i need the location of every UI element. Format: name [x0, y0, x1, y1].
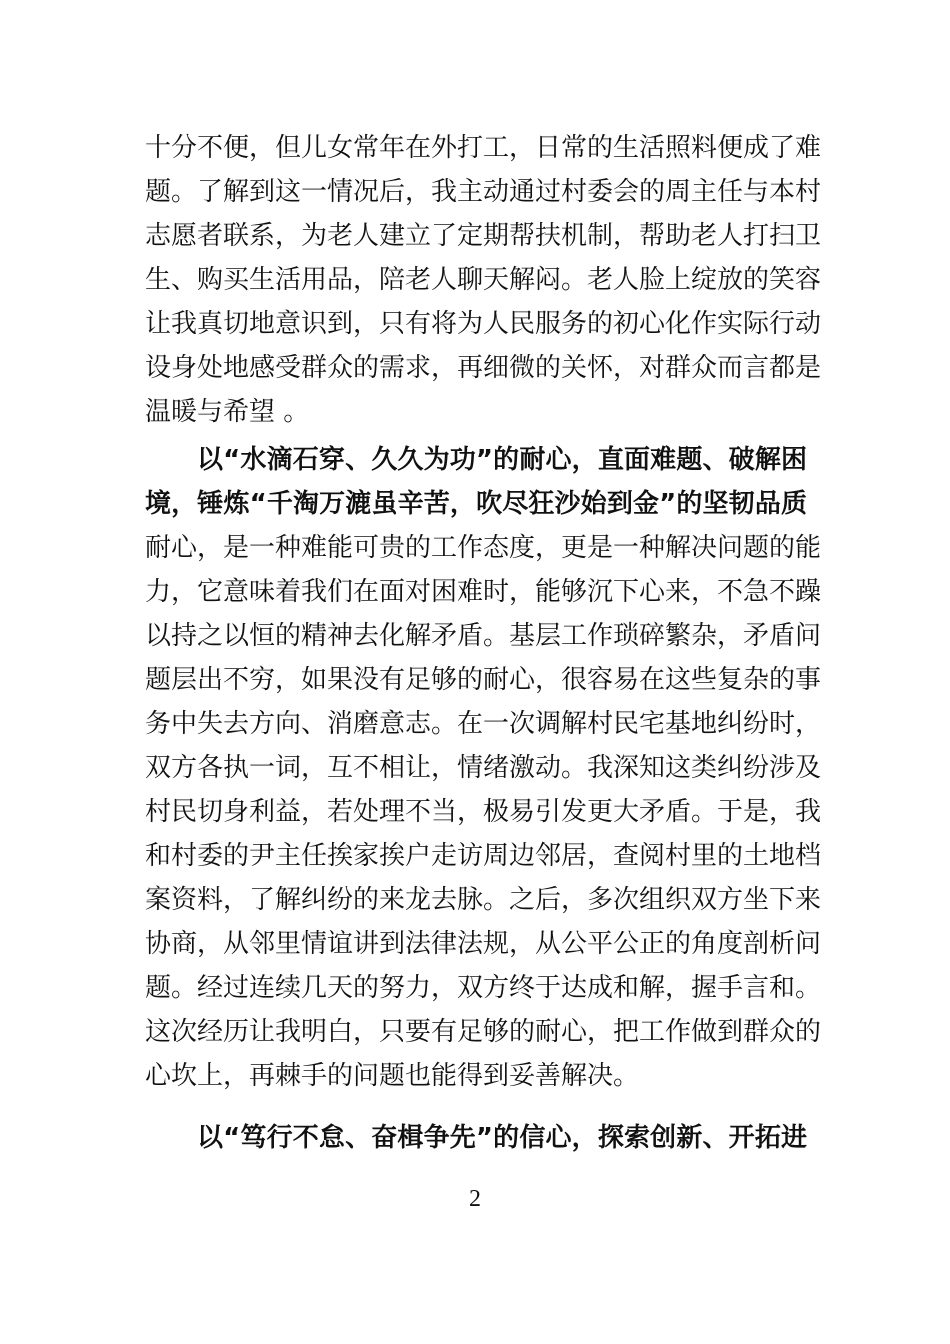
text-line: 村民切身利益，若处理不当，极易引发更大矛盾。于是，我: [145, 797, 822, 827]
heading-line: 以“笃行不怠、奋楫争先”的信心，探索创新、开拓进: [197, 1123, 807, 1153]
paragraph-elderly-care: [145, 126, 822, 434]
text-line: 力，它意味着我们在面对困难时，能够沉下心来，不急不躁: [145, 577, 822, 607]
heading-line: 以“水滴石穿、久久为功”的耐心，直面难题、破解困: [197, 445, 807, 475]
page-number: 2: [469, 1186, 481, 1212]
text-line: 案资料，了解纠纷的来龙去脉。之后，多次组织双方坐下来: [145, 885, 822, 915]
text-line: 和村委的尹主任挨家挨户走访周边邻居，查阅村里的土地档: [145, 841, 822, 871]
text-line: 务中失去方向、消磨意志。在一次调解村民宅基地纠纷时，: [145, 709, 822, 739]
text-line: 心坎上，再棘手的问题也能得到妥善解决。: [145, 1061, 640, 1091]
text-line: 温暖与希望 。: [145, 397, 310, 427]
text-line: 双方各执一词，互不相让，情绪激动。我深知这类纠纷涉及: [145, 753, 822, 783]
text-line: 协商，从邻里情谊讲到法律法规，从公平公正的角度剖析问: [145, 929, 822, 959]
text-line: 十分不便，但儿女常年在外打工，日常的生活照料便成了难: [145, 133, 822, 163]
paragraph-patience: [145, 526, 822, 1098]
text-line: 设身处地感受群众的需求，再细微的关怀，对群众而言都是: [145, 353, 822, 383]
text-line: 题。了解到这一情况后，我主动通过村委会的周主任与本村: [145, 177, 822, 207]
text-line: 让我真切地意识到，只有将为人民服务的初心化作实际行动: [145, 309, 822, 339]
heading-line: 境，锤炼“千淘万漉虽辛苦，吹尽狂沙始到金”的坚韧品质: [145, 489, 807, 519]
text-line: 以持之以恒的精神去化解矛盾。基层工作琐碎繁杂，矛盾问: [145, 621, 822, 651]
section-heading-confidence: [145, 1116, 807, 1160]
document-body: [145, 126, 822, 1160]
text-line: 题层出不穷，如果没有足够的耐心，很容易在这些复杂的事: [145, 665, 822, 695]
text-line: 志愿者联系，为老人建立了定期帮扶机制，帮助老人打扫卫: [145, 221, 822, 251]
text-line: 题。经过连续几天的努力，双方终于达成和解，握手言和。: [145, 973, 822, 1003]
text-line: 耐心，是一种难能可贵的工作态度，更是一种解决问题的能: [145, 533, 822, 563]
text-line: 这次经历让我明白，只要有足够的耐心，把工作做到群众的: [145, 1017, 822, 1047]
text-line: 生、购买生活用品，陪老人聊天解闷。老人脸上绽放的笑容: [145, 265, 822, 295]
section-heading-patience: [145, 438, 807, 526]
